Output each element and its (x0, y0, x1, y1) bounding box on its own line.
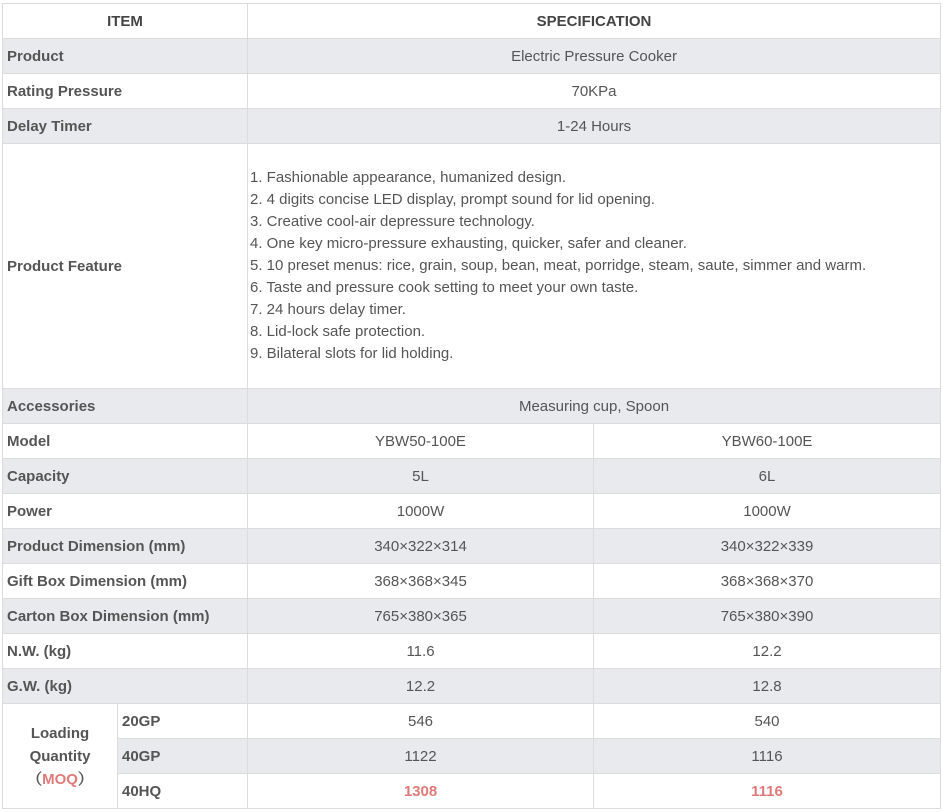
row-product-dimension (3, 529, 941, 564)
row-rating-pressure (3, 74, 941, 109)
gift-box-dimension-label: Gift Box Dimension (mm) (3, 564, 248, 599)
feature-item: 8. Lid-lock safe protection. (250, 323, 426, 340)
loading-40hq-label: 40HQ (118, 774, 248, 809)
gift-box-dimension-value-a: 368×368×345 (248, 564, 594, 599)
loading-label-moq-line (7, 768, 113, 791)
model-value-b: YBW60-100E (594, 424, 941, 459)
row-loading-20gp (3, 704, 941, 739)
loading-40gp-value-a: 1122 (248, 739, 594, 774)
feature-item: 4. One key micro-pressure exhausting, quicker, safer and cleaner. (250, 235, 687, 252)
power-value-a: 1000W (248, 494, 594, 529)
accessories-label: Accessories (3, 389, 248, 424)
capacity-value-b: 6L (594, 459, 941, 494)
row-product-feature (3, 144, 941, 389)
row-loading-40hq (3, 774, 941, 809)
carton-box-dimension-label: Carton Box Dimension (mm) (3, 599, 248, 634)
moq-paren-open: （ (27, 770, 43, 788)
loading-40hq-value-b: 1116 (594, 774, 941, 809)
moq-paren-close: ） (77, 770, 93, 788)
loading-label-line1: Loading (30, 724, 90, 742)
moq-text: MOQ (42, 770, 78, 788)
row-carton-box-dimension (3, 599, 941, 634)
capacity-label: Capacity (3, 459, 248, 494)
loading-quantity-label (3, 704, 118, 809)
product-value: Electric Pressure Cooker (248, 39, 941, 74)
loading-40gp-value-b: 1116 (594, 739, 941, 774)
loading-label-line2: Quantity (29, 747, 91, 765)
header-specification: SPECIFICATION (248, 4, 941, 39)
loading-40gp-label: 40GP (118, 739, 248, 774)
product-dimension-value-b: 340×322×339 (594, 529, 941, 564)
gross-weight-value-a: 12.2 (248, 669, 594, 704)
delay-timer-value: 1-24 Hours (248, 109, 941, 144)
feature-item: 5. 10 preset menus: rice, grain, soup, bean, meat, porridge, steam, saute, simmer and warm. (250, 257, 867, 274)
row-product (3, 39, 941, 74)
product-feature-list (248, 144, 941, 389)
accessories-value: Measuring cup, Spoon (248, 389, 941, 424)
row-loading-40gp (3, 739, 941, 774)
capacity-value-a: 5L (248, 459, 594, 494)
row-capacity (3, 459, 941, 494)
feature-item: 1. Fashionable appearance, humanized design. (250, 169, 567, 186)
product-dimension-value-a: 340×322×314 (248, 529, 594, 564)
gross-weight-label: G.W. (kg) (3, 669, 248, 704)
loading-40hq-value-a: 1308 (248, 774, 594, 809)
net-weight-value-a: 11.6 (248, 634, 594, 669)
feature-item: 7. 24 hours delay timer. (250, 301, 406, 318)
rating-pressure-value: 70KPa (248, 74, 941, 109)
product-label: Product (3, 39, 248, 74)
loading-20gp-value-a: 546 (248, 704, 594, 739)
row-power (3, 494, 941, 529)
product-dimension-label: Product Dimension (mm) (3, 529, 248, 564)
gross-weight-value-b: 12.8 (594, 669, 941, 704)
row-accessories (3, 389, 941, 424)
feature-item: 9. Bilateral slots for lid holding. (250, 345, 454, 362)
carton-box-dimension-value-b: 765×380×390 (594, 599, 941, 634)
loading-20gp-value-b: 540 (594, 704, 941, 739)
model-value-a: YBW50-100E (248, 424, 594, 459)
row-delay-timer (3, 109, 941, 144)
net-weight-value-b: 12.2 (594, 634, 941, 669)
net-weight-label: N.W. (kg) (3, 634, 248, 669)
header-row (3, 4, 941, 39)
feature-item: 2. 4 digits concise LED display, prompt sound for lid opening. (250, 191, 655, 208)
gift-box-dimension-value-b: 368×368×370 (594, 564, 941, 599)
model-label: Model (3, 424, 248, 459)
product-feature-label: Product Feature (3, 144, 248, 389)
delay-timer-label: Delay Timer (3, 109, 248, 144)
specification-table (2, 3, 941, 809)
row-net-weight (3, 634, 941, 669)
header-item: ITEM (3, 4, 248, 39)
carton-box-dimension-value-a: 765×380×365 (248, 599, 594, 634)
feature-item: 6. Taste and pressure cook setting to meet your own taste. (250, 279, 639, 296)
loading-20gp-label: 20GP (118, 704, 248, 739)
rating-pressure-label: Rating Pressure (3, 74, 248, 109)
row-model (3, 424, 941, 459)
power-value-b: 1000W (594, 494, 941, 529)
row-gross-weight (3, 669, 941, 704)
row-gift-box-dimension (3, 564, 941, 599)
feature-item: 3. Creative cool-air depressure technology. (250, 213, 535, 230)
power-label: Power (3, 494, 248, 529)
